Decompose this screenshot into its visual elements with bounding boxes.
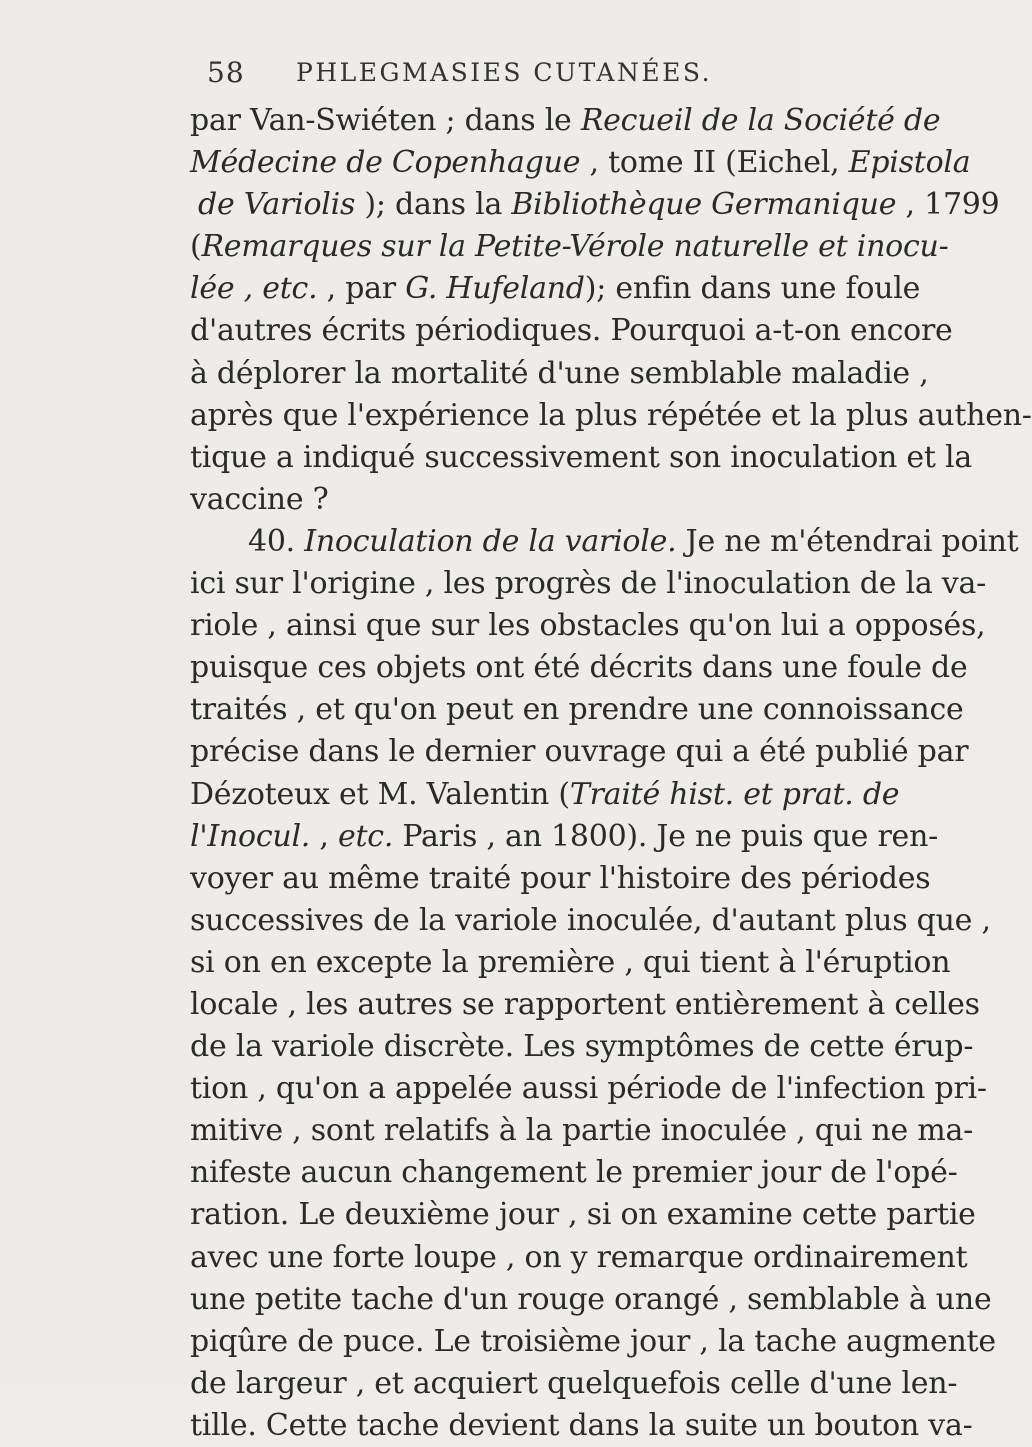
text-line bbox=[190, 1026, 974, 1068]
text-line bbox=[190, 479, 780, 521]
text-segment: tique a indiqué successivement son inoculation et la bbox=[190, 439, 972, 475]
text-line bbox=[190, 521, 1019, 563]
text-line bbox=[190, 1321, 996, 1363]
text-segment: 40. bbox=[248, 523, 305, 559]
italic-text: G. Hufeland bbox=[405, 271, 585, 307]
text-line bbox=[190, 605, 986, 647]
text-line bbox=[190, 226, 949, 268]
italic-text: Remarques sur la Petite-Vérole naturelle et inocu- bbox=[201, 229, 949, 265]
text-segment: avec une forte loupe , on y remarque ordinairement bbox=[190, 1239, 968, 1275]
italic-text: de Variolis bbox=[198, 187, 356, 223]
text-segment: mitive , sont relatifs à la partie inoculée , qui ne ma- bbox=[190, 1113, 973, 1149]
text-segment: par Van-Swiéten ; dans le bbox=[190, 103, 581, 138]
text-line bbox=[190, 142, 971, 184]
text-segment: ); dans la bbox=[355, 187, 512, 223]
text-line bbox=[190, 563, 987, 605]
text-segment: d'autres écrits périodiques. Pourquoi a-t-on encore bbox=[190, 313, 953, 349]
text-line bbox=[190, 816, 939, 858]
text-segment: tille. Cette tache devient dans la suite un bouton va- bbox=[190, 1407, 973, 1443]
text-line bbox=[190, 268, 921, 310]
text-segment: locale , les autres se rapportent entièrement à celles bbox=[190, 986, 980, 1022]
text-line bbox=[190, 1363, 958, 1405]
text-segment: une petite tache d'un rouge orangé , semblable à une bbox=[190, 1281, 992, 1317]
text-segment: , tome II (Eichel, bbox=[580, 145, 849, 181]
text-segment: Paris , an 1800). Je ne puis que ren- bbox=[393, 818, 939, 854]
text-segment: de la variole discrète. Les symptômes de cette érup- bbox=[190, 1029, 974, 1065]
text-segment: ); enfin dans une foule bbox=[584, 271, 921, 307]
text-line bbox=[190, 774, 900, 816]
text-line bbox=[190, 395, 1032, 437]
body-text bbox=[190, 100, 1032, 1447]
italic-text: Recueil de la Société de bbox=[580, 103, 941, 138]
text-segment: précise dans le dernier ouvrage qui a été publié par bbox=[190, 734, 969, 770]
text-segment: nifeste aucun changement le premier jour de l'opé- bbox=[190, 1155, 958, 1191]
text-line bbox=[190, 942, 951, 984]
text-segment: traités , et qu'on peut en prendre une connoissance bbox=[190, 692, 964, 728]
text-line bbox=[190, 1068, 987, 1110]
text-segment: voyer au même traité pour l'histoire des périodes bbox=[190, 860, 931, 896]
text-segment: de largeur , et acquiert quelquefois celle d'une len- bbox=[190, 1365, 958, 1401]
text-line bbox=[190, 1237, 968, 1279]
italic-text: Traité hist. et prat. de bbox=[569, 776, 900, 812]
text-segment: tion , qu'on a appelée aussi période de l'infection pri- bbox=[190, 1071, 987, 1107]
text-line bbox=[190, 647, 968, 689]
text-line bbox=[190, 437, 972, 479]
italic-text: l'Inocul. bbox=[190, 818, 311, 854]
italic-text: etc. bbox=[337, 818, 394, 854]
text-segment: puisque ces objets ont été décrits dans une foule de bbox=[190, 650, 968, 686]
text-line bbox=[190, 689, 964, 731]
text-line bbox=[190, 900, 991, 942]
text-segment: Dézoteux et M. Valentin ( bbox=[190, 776, 570, 812]
text-line bbox=[190, 310, 953, 352]
italic-text: Bibliothèque Germanique bbox=[511, 187, 897, 223]
text-line bbox=[190, 184, 1000, 226]
text-segment: à déplorer la mortalité d'une semblable maladie , bbox=[190, 355, 929, 391]
italic-text: Inoculation de la variole. bbox=[304, 523, 677, 559]
text-segment: si on en excepte la première , qui tient à l'éruption bbox=[190, 944, 951, 980]
text-segment: ( bbox=[190, 229, 202, 265]
text-segment: ration. Le deuxième jour , si on examine cette partie bbox=[190, 1197, 976, 1233]
text-line bbox=[190, 731, 969, 773]
text-line bbox=[190, 100, 941, 142]
text-segment: ici sur l'origine , les progrès de l'inoculation de la va- bbox=[190, 566, 987, 602]
text-line bbox=[190, 1405, 973, 1447]
text-line bbox=[190, 1152, 958, 1194]
text-segment: riole , ainsi que sur les obstacles qu'on lui a opposés, bbox=[190, 608, 986, 644]
page-number: 58 bbox=[207, 56, 245, 89]
text-line bbox=[190, 353, 929, 395]
text-line bbox=[190, 1110, 973, 1152]
text-segment: après que l'expérience la plus répétée et la plus authen- bbox=[190, 397, 1032, 433]
page-header bbox=[0, 56, 801, 96]
text-segment: piqûre de puce. Le troisième jour , la tache augmente bbox=[190, 1323, 996, 1359]
text-segment: vaccine ? bbox=[190, 481, 329, 517]
text-segment: , bbox=[310, 818, 338, 854]
running-title: PHLEGMASIES CUTANÉES. bbox=[296, 58, 713, 87]
text-segment: Je ne m'étendrai point bbox=[676, 523, 1019, 559]
italic-text: lée , etc. bbox=[190, 271, 318, 307]
text-segment: successives de la variole inoculée, d'autant plus que , bbox=[190, 902, 991, 938]
text-segment: , par bbox=[317, 271, 406, 307]
text-line bbox=[190, 1194, 976, 1236]
italic-text: Epistola bbox=[848, 145, 971, 181]
text-segment: , 1799 bbox=[896, 187, 1000, 223]
text-line bbox=[190, 858, 931, 900]
text-line bbox=[190, 984, 980, 1026]
text-line bbox=[190, 1279, 992, 1321]
italic-text: Médecine de Copenhague bbox=[190, 145, 581, 181]
